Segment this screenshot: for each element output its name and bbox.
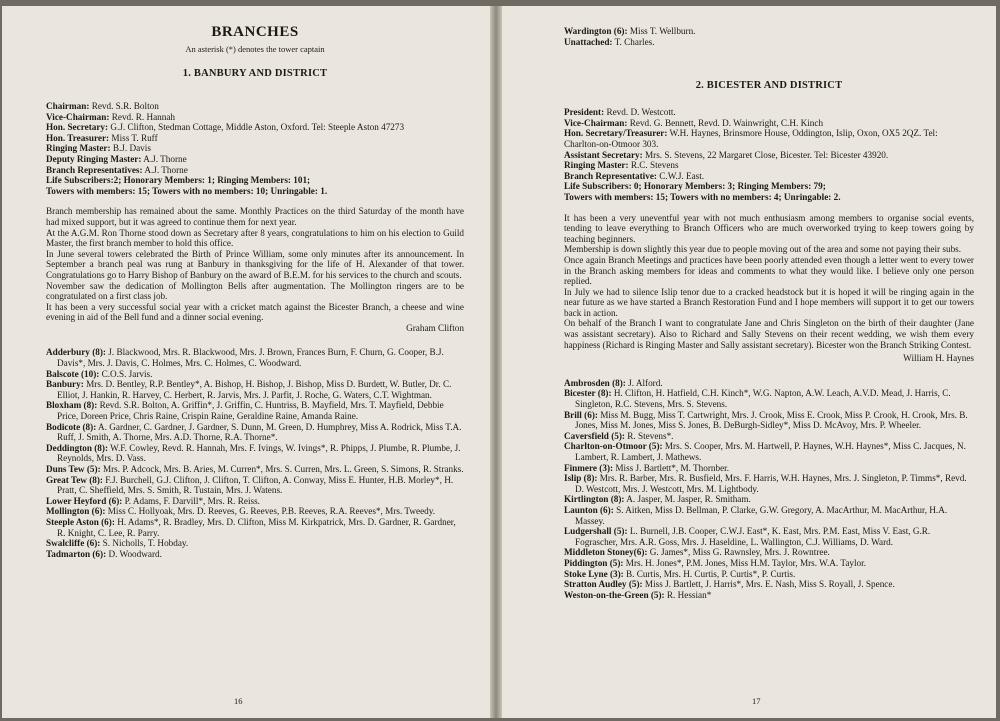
tower-list — [46, 347, 464, 559]
tower-members: W.F. Cowley, Revd. R. Hannah, Mrs. F. Ivings, W. Ivings*, R. Phipps, J. Plumbe, R. Plumbe, J. Reynolds, Mrs. D. Vass. — [57, 442, 461, 464]
tower-name: Wardington (6): — [564, 26, 628, 36]
tower-entry — [46, 400, 464, 421]
tower-members: Mrs. H. Jones*, P.M. Jones, Miss H.M. Taylor, Mrs. W.A. Taylor. — [623, 557, 866, 568]
report-text — [46, 206, 464, 323]
tower-entry — [564, 378, 974, 389]
tower-members: T. Charles. — [612, 36, 655, 47]
tower-members: L. Burnell, J.B. Cooper, C.W.J. East*, K. East, Mrs. P.M. East, Miss V. East, G.R. Fograscher, Mrs. A.R. Goss, Mrs. J. Haseldine, L. Wallington, C.J. Williams, D. Ward. — [575, 526, 931, 547]
officer-line — [564, 171, 974, 182]
tower-entry — [564, 526, 974, 547]
tower-members: Miss T. Wellburn. — [627, 26, 696, 36]
tower-members: P. Adams, F. Darvill*, Mrs. R. Reiss. — [122, 495, 260, 506]
report-paragraph: In July we had to silence Islip tenor due to a cracked headstock but it is hoped it will be ringing again in the near future as we have started a Branch Restoration Fund and I hope members will support it to get our towers back in action. — [564, 286, 974, 318]
tower-entry — [46, 422, 464, 443]
officer-label: President: — [564, 107, 605, 118]
right-page — [502, 6, 996, 718]
tower-entry — [564, 569, 974, 580]
report-paragraph: Membership is down slightly this year due to people moving out of the area and some not paying their subs. — [564, 244, 962, 255]
tower-members: G. James*, Miss G. Rawnsley, Mrs. J. Rowntree. — [647, 547, 830, 558]
tower-name: Adderbury (8): — [46, 347, 106, 358]
tower-entry — [564, 388, 974, 409]
left-page — [2, 6, 490, 718]
officer-value: Revd. G. Bennett, Revd. D. Wainwright, C.H. Kinch — [627, 117, 824, 128]
tower-name: Great Tew (8): — [46, 474, 103, 485]
officer-label: Vice-Chairman: — [564, 117, 628, 128]
tower-name: Stratton Audley (5): — [564, 579, 643, 590]
officer-line — [46, 154, 464, 165]
tower-entry — [564, 26, 974, 37]
tower-members: Miss J. Bartlett, J. Harris*, Mrs. E. Nash, Miss S. Royall, J. Spence. — [642, 579, 895, 590]
tower-members: Mrs. R. Barber, Mrs. R. Busfield, Mrs. F. Harris, W.H. Haynes, Mrs. J. Singleton, P. Timms*, Revd. D. Westcott, Mrs. J. Westcott, Mrs. M. Lightbody. — [575, 473, 967, 494]
tower-entry — [46, 506, 464, 517]
officer-value: G.J. Clifton, Stedman Cottage, Middle Aston, Oxford. Tel: Steeple Aston 47273 — [108, 122, 405, 133]
tower-name: Islip (8): — [564, 473, 598, 484]
tower-entry — [564, 547, 974, 558]
officer-line — [564, 128, 974, 149]
tower-list — [564, 378, 974, 600]
report-paragraph: It has been a very successful social year with a cricket match against the Bicester Branch, a cheese and wine evening in aid of the Bell fund and a dinner social evening. — [46, 301, 464, 323]
tower-name: Ambrosden (8): — [564, 377, 626, 388]
book-spine — [490, 6, 502, 718]
officer-line — [46, 112, 464, 123]
tower-members: Mrs. P. Adcock, Mrs. B. Aries, M. Curren*, Mrs. S. Curren, Mrs. L. Green, S. Simons, R. Stranks. — [100, 464, 464, 474]
tower-members: Miss C. Hollyoak, Mrs. D. Reeves, G. Reeves, P.B. Reeves, R.A. Reeves*, Mrs. Tweedy. — [105, 506, 436, 517]
tower-name: Bodicote (8): — [46, 421, 97, 432]
officer-label: Towers with members: 15; Towers with no members: 10; Unringable: 1. — [46, 185, 328, 196]
tower-entry — [46, 379, 464, 400]
officer-line — [564, 150, 974, 161]
tower-members: D. Woodward. — [106, 548, 162, 559]
officer-value: A.J. Thorne — [141, 153, 187, 164]
officer-value: B.J. Davis — [110, 143, 151, 154]
tower-entry — [46, 464, 464, 475]
tower-members: S. Aitken, Miss D. Bellman, P. Clarke, G.W. Gregory, A. MacArthur, M. MacArthur, H.A. Massey. — [575, 504, 948, 526]
report-paragraph: In June several towers celebrated the Birth of Prince William, some only minutes after its announcement. In September a branch peal was rung at Banbury in thanksgiving for the life of H. Alexander of that tower. Congratulations go to Harry Bishop of Banbury on the award of B.E.M. for his services to the church and scouts. — [46, 248, 464, 280]
officer-line — [564, 118, 974, 129]
officer-label: Hon. Secretary/Treasurer: — [564, 128, 668, 139]
officer-line — [46, 122, 464, 133]
tower-name: Middleton Stoney(6): — [564, 547, 648, 558]
tower-entry — [564, 37, 974, 48]
report-text — [564, 213, 974, 351]
officer-value: W.H. Haynes, Brinsmore House, Oddington, Islip, Oxon, OX5 2QZ. Tel: Charlton-on-Otmoor 303. — [564, 128, 938, 149]
tower-name: Banbury: — [46, 379, 84, 390]
officer-line — [46, 133, 464, 144]
page-number: 16 — [234, 696, 243, 706]
officer-label: Deputy Ringing Master: — [46, 153, 142, 164]
officer-value: Revd. R. Hannah — [109, 111, 176, 122]
report-paragraph: It has been a very uneventful year with not much enthusiasm among members to organise social events, tending to leave everything to Branch Officers who are much overworked trying to keep towers going by teaching beginners. — [564, 212, 974, 244]
section-title-banbury: 1. BANBURY AND DISTRICT — [182, 68, 328, 79]
tower-entry — [564, 431, 974, 442]
tower-entry — [564, 410, 974, 431]
tower-members: C.O.S. Jarvis. — [99, 368, 153, 379]
tower-members: F.J. Burchell, G.J. Clifton, J. Clifton, T. Clifton, A. Conway, Miss E. Hunter, H.B. Morley*, H. Pratt, C. Sheffield, Mrs. S. Smith, R. Tustain, Mrs. J. Watens. — [57, 474, 454, 496]
report-paragraph: November saw the dedication of Mollington Bells after augmentation. The Mollington ringers are to be congratulated on a first class job. — [46, 280, 464, 302]
tower-name: Ludgershall (5): — [564, 526, 628, 537]
tower-name: Piddington (5): — [564, 557, 624, 568]
tower-members: B. Curtis, Mrs. H. Curtis, P. Curtis*, P. Curtis. — [623, 568, 796, 579]
tower-name: Charlton-on-Otmoor (5): — [564, 441, 663, 452]
officers-list — [46, 101, 464, 196]
tower-name: Lower Heyford (6): — [46, 495, 123, 506]
tower-name: Launton (6): — [564, 504, 614, 515]
tower-name: Deddington (8): — [46, 442, 109, 453]
officer-line — [564, 181, 974, 192]
officer-value: Mrs. S. Stevens, 22 Margaret Close, Bicester. Tel: Bicester 43920. — [642, 149, 889, 160]
tower-entry — [564, 579, 974, 590]
officer-value: C.W.J. East. — [656, 170, 705, 181]
tower-entry — [46, 549, 464, 560]
tower-members: Miss M. Bugg, Miss T. Cartwright, Mrs. J. Crook, Miss E. Crook, Miss P. Crook, H. Crook, Mrs. B. Jones, Miss M. Jones, Miss S. Jones, B. DeBurgh-Sidley*, Miss D. McAvoy, Mrs. P. Wheeler. — [575, 409, 968, 431]
officer-label: Vice-Chairman: — [46, 111, 110, 122]
tower-name: Duns Tew (5): — [46, 464, 101, 474]
tower-name: Steeple Aston (6): — [46, 516, 115, 527]
officer-label: Hon. Treasurer: — [46, 132, 110, 143]
officer-label: Chairman: — [46, 101, 90, 111]
tower-entry — [564, 505, 974, 526]
officer-value: A.J. Thorne — [142, 164, 188, 175]
officers-list — [564, 107, 974, 202]
tower-entry — [564, 494, 974, 505]
report-paragraph: At the A.G.M. Ron Thorne stood down as Secretary after 8 years, congratulations to him on his election to Guild Master, the first branch member to hold this office. — [46, 227, 464, 249]
page-title: BRANCHES — [211, 24, 299, 40]
tower-name: Bloxham (8): — [46, 400, 98, 411]
tower-members: Miss J. Bartlett*, M. Thornber. — [613, 462, 730, 473]
tower-entry — [564, 473, 974, 494]
officer-line — [564, 107, 974, 118]
officer-line — [46, 165, 464, 176]
tower-name: Finmere (3): — [564, 462, 614, 473]
tower-entry — [46, 443, 464, 464]
tower-entry — [46, 475, 464, 496]
officer-value: Revd. D. Westcott. — [604, 107, 676, 118]
tower-members: J. Alford. — [625, 377, 663, 388]
tower-name: Swalcliffe (6): — [46, 538, 101, 549]
officer-label: Ringing Master: — [564, 160, 629, 171]
officer-label: Life Subscribers: 0; Honorary Members: 3; Ringing Members: 79; — [564, 181, 826, 192]
tower-name: Tadmarton (6): — [46, 548, 107, 559]
tower-list-continued — [564, 26, 974, 47]
officer-label: Branch Representatives: — [46, 164, 143, 175]
tower-entry — [46, 517, 464, 538]
tower-members: Revd. S.R. Bolton, A. Griffin*, J. Griffin, C. Huntriss, B. Mayfield, Mrs. T. Mayfield, Debbie Price, Doreen Price, Chris Raine, Crispin Raine, Geraldine Raine, Amanda Raine. — [57, 400, 444, 422]
tower-entry — [564, 558, 974, 569]
officer-value: Miss T. Ruff — [109, 132, 158, 143]
report-signature: William H. Haynes — [903, 353, 974, 364]
tower-entry — [46, 538, 464, 549]
page-number: 17 — [752, 696, 761, 706]
tower-name: Bicester (8): — [564, 388, 612, 399]
tower-entry — [46, 369, 464, 380]
officer-value: R.C. Stevens — [628, 160, 679, 171]
tower-entry — [46, 496, 464, 507]
tower-name: Unattached: — [564, 36, 613, 47]
tower-members: H. Clifton, H. Hatfield, C.H. Kinch*, W.G. Napton, A.W. Leach, A.V.D. Mead, J. Harris, C. Singleton, R.C. Stevens, Mrs. S. Stevens. — [575, 388, 951, 410]
tower-entry — [564, 463, 974, 474]
tower-members: S. Nicholls, T. Hobday. — [100, 538, 189, 549]
tower-members: Mrs. D. Bentley, R.P. Bentley*, A. Bishop, H. Bishop, J. Bishop, Miss D. Burdett, W. Butler, Dr. C. Elliot, J. Hankin, R. Harvey, C. Herbert, R. Jarvis, Mrs. J. Parfit, J. Roche, G. Waters, C.T. Wightman. — [57, 379, 452, 400]
officer-line — [46, 101, 464, 112]
officer-line — [46, 175, 464, 186]
tower-members: A. Gardner, C. Gardner, J. Gardner, S. Dunn, M. Green, D. Humphrey, Miss A. Rodrick, Miss T.A. Ruff, J. Smith, A. Thorne, Mrs. A.D. Thorne, R.A. Thorne*. — [57, 421, 462, 443]
tower-members: R. Hessian* — [664, 589, 712, 600]
report-paragraph: Once again Branch Meetings and practices have been poorly attended even though a letter went to every tower in the Branch asking members for ideas and comments to what they would like. I believe only one person replied. — [564, 254, 974, 287]
officer-line — [46, 186, 464, 197]
asterisk-note: An asterisk (*) denotes the tower captain — [185, 44, 325, 54]
officer-label: Ringing Master: — [46, 143, 111, 154]
tower-name: Stoke Lyne (3): — [564, 568, 624, 579]
officer-line — [564, 192, 974, 203]
officer-label: Branch Representative: — [564, 170, 657, 181]
tower-members: R. Stevens*. — [624, 430, 674, 441]
officer-value: Revd. S.R. Bolton — [89, 101, 159, 111]
officer-label: Hon. Secretary: — [46, 122, 109, 133]
tower-members: J. Blackwood, Mrs. R. Blackwood, Mrs. J. Brown, Frances Burn, F. Churn, G. Cooper, B.J. Davis*, Mrs. J. Davis, C. Holmes, Mrs. C. Holmes, C. Woodward. — [57, 347, 444, 369]
officer-line — [46, 143, 464, 154]
officer-label: Assistant Secretary: — [564, 149, 643, 160]
tower-name: Mollington (6): — [46, 506, 106, 517]
report-signature: Graham Clifton — [406, 322, 464, 333]
tower-name: Brill (6): — [564, 409, 598, 420]
report-paragraph: Branch membership has remained about the same. Monthly Practices on the third Saturday of the month have had mixed support, but it was agreed to continue them for next year. — [46, 206, 464, 227]
report-paragraph: On behalf of the Branch I want to congratulate Jane and Chris Singleton on the birth of their daughter (Jane was assistant secretary). Also to Richard and Sally Stevens on their recent wedding, we wish them every happiness (Richard is Ringing Master and Sally assistant secretary). Bicester won the Branch Striking Contest. — [564, 318, 974, 350]
officer-label: Towers with members: 15; Towers with no members: 4; Unringable: 2. — [564, 191, 841, 202]
tower-members: A. Jasper, M. Jasper, R. Smitham. — [624, 494, 751, 505]
officer-label: Life Subscribers:2; Honorary Members: 1; Ringing Members: 101; — [46, 175, 311, 186]
tower-entry — [564, 590, 974, 601]
tower-name: Balscote (10): — [46, 368, 100, 379]
tower-entry — [564, 441, 974, 462]
tower-name: Kirtlington (8): — [564, 494, 625, 505]
section-title-bicester: 2. BICESTER AND DISTRICT — [695, 80, 843, 92]
tower-members: Mrs. S. Cooper, Mrs. M. Hartwell, P. Haynes, W.H. Haynes*, Miss C. Jacques, N. Lambert, R. Lambert, J. Mathews. — [575, 441, 966, 462]
tower-name: Weston-on-the-Green (5): — [564, 589, 665, 600]
officer-line — [564, 160, 974, 171]
tower-members: H. Adams*, R. Bradley, Mrs. D. Clifton, Miss M. Kirkpatrick, Mrs. D. Gardner, R. Gardner, R. Knight, C. Lee, R. Parry. — [57, 516, 456, 538]
tower-entry — [46, 347, 464, 368]
tower-name: Caversfield (5): — [564, 430, 625, 441]
